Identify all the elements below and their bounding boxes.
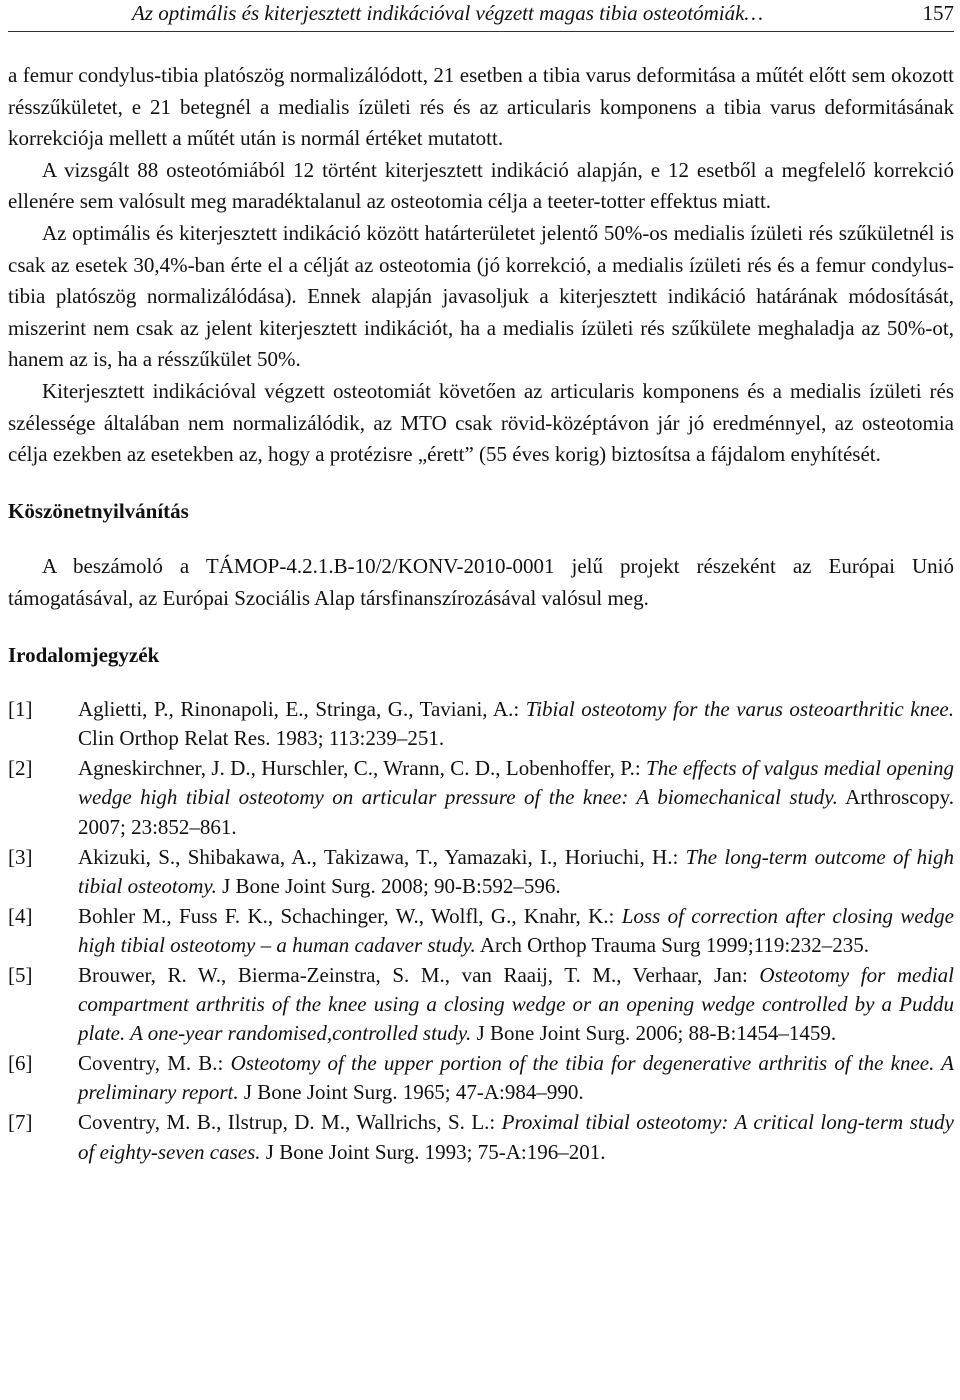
paragraph-borderline-indication: Az optimális és kiterjesztett indikáció között határterületet jelentő 50%-os medialis ízületi rés szűkületnél is csak az esetek 30,4%-ban érte el a célját az osteotomia (jó korrekció, a medialis ízületi rés és a femur condylus-tibia platószög normalizálódása). Ennek alapján javasoljuk a kiterjesztett indikáció határának módosítását, miszerint nem csak az jelent kiterjesztett indikációt, ha a medialis ízületi rés szűkülete meghaladja az 50%-ot, hanem az is, ha a résszűkület 50%. — [8, 220, 954, 372]
reference-title: Loss of correction after closing wedge high tibial osteotomy – a human cadaver study. — [78, 903, 954, 957]
reference-number: [7] — [8, 1110, 33, 1135]
reference-title: Tibial osteotomy for the varus osteoarthritic knee. — [525, 697, 954, 722]
reference-number: [5] — [8, 962, 33, 987]
reference-source: J Bone Joint Surg. 1993; 75-A:196–201. — [260, 1139, 606, 1164]
paragraph-extended-indication: A vizsgált 88 osteotómiából 12 történt kiterjesztett indikáció alapján, e 12 esetből a megfelelő korrekció ellenére sem valósult meg maradéktalanul az osteotomia célja a teeter-totter effektus miatt. — [8, 157, 954, 214]
paragraph-conclusion: Kiterjesztett indikációval végzett osteotomiát követően az articularis komponens és a medialis ízületi rés szélessége általában nem normalizálódik, az MTO csak rövid-középtávon jár jó eredménnyel, az osteotomia célja ezekben az esetekben az, hogy a protézisre „érett” (55 éves korig) biztosítsa a fájdalom enyhítését. — [8, 378, 954, 467]
reference-title: The long-term outcome of high tibial osteotomy. — [78, 844, 954, 898]
reference-item — [8, 754, 954, 842]
spacer — [8, 671, 954, 695]
reference-authors: Coventry, M. B.: — [78, 1051, 231, 1076]
spacer — [8, 471, 954, 496]
reference-source: Arthroscopy. 2007; 23:852–861. — [78, 785, 954, 839]
reference-number: [1] — [8, 697, 33, 722]
article-body — [8, 60, 954, 1167]
reference-text — [78, 1108, 954, 1167]
reference-title: The effects of valgus medial opening wedge high tibial osteotomy on articular pressure of the knee: A biomechanical study. — [78, 756, 954, 810]
reference-source: J Bone Joint Surg. 2006; 88-B:1454–1459. — [471, 1021, 837, 1046]
running-head — [132, 0, 954, 26]
reference-text — [78, 1049, 954, 1108]
reference-source: Clin Orthop Relat Res. 1983; 113:239–251. — [78, 726, 445, 751]
reference-number: [4] — [8, 903, 33, 928]
reference-item — [8, 1049, 954, 1108]
reference-authors: Aglietti, P., Rinonapoli, E., Stringa, G., Taviani, A.: — [78, 697, 526, 722]
reference-authors: Bohler M., Fuss F. K., Schachinger, W., Wolfl, G., Knahr, K.: — [78, 903, 622, 928]
reference-authors: Akizuki, S., Shibakawa, A., Takizawa, T., Yamazaki, I., Horiuchi, H.: — [78, 844, 686, 869]
reference-authors: Agneskirchner, J. D., Hurschler, C., Wrann, C. D., Lobenhoffer, P.: — [78, 756, 647, 781]
reference-authors: Coventry, M. B., Ilstrup, D. M., Wallrichs, S. L.: — [78, 1110, 502, 1135]
header-rule — [8, 31, 954, 32]
acknowledgement-heading: Köszönetnyilvánítás — [8, 498, 189, 523]
paragraph-continuation: a femur condylus-tibia platószög normalizálódott, 21 esetben a tibia varus deformitása a műtét előtt sem okozott résszűkületet, e 21 betegnél a medialis ízületi rés és az articularis komponens a tibia varus deformitásának korrekciója mellett a műtét után is normál értéket mutatott. — [8, 63, 954, 151]
reference-item — [8, 902, 954, 961]
reference-number: [2] — [8, 756, 33, 781]
reference-text — [78, 961, 954, 1049]
acknowledgement-text: A beszámoló a TÁMOP-4.2.1.B-10/2/KONV-2010-0001 jelű projekt részeként az Európai Unió támogatásával, az Európai Szociális Alap társfinanszírozásával valósul meg. — [8, 554, 954, 610]
reference-title: Osteotomy for medial compartment arthritis of the knee using a closing wedge or an opening wedge controlled by a Puddu plate. A one-year randomised,controlled study. — [78, 962, 955, 1046]
reference-item — [8, 843, 954, 902]
spacer — [8, 615, 954, 640]
reference-item — [8, 1108, 954, 1167]
reference-number: [3] — [8, 844, 33, 869]
reference-source: J Bone Joint Surg. 2008; 90-B:592–596. — [216, 873, 561, 898]
reference-title: Proximal tibial osteotomy: A critical long-term study of eighty-seven cases. — [78, 1110, 954, 1164]
page-number: 157 — [922, 1, 954, 25]
reference-title: Osteotomy of the upper portion of the tibia for degenerative arthritis of the knee. A preliminary report. — [78, 1051, 954, 1105]
reference-source: Arch Orthop Trauma Surg 1999;119:232–235. — [475, 932, 869, 957]
running-title: Az optimális és kiterjesztett indikációval végzett magas tibia osteotómiák… — [132, 1, 764, 25]
reference-source: J Bone Joint Surg. 1965; 47-A:984–990. — [238, 1080, 584, 1105]
reference-text — [78, 902, 954, 961]
spacer — [8, 527, 954, 551]
reference-text — [78, 695, 954, 754]
reference-item — [8, 961, 954, 1049]
reference-list — [8, 695, 954, 1167]
reference-number: [6] — [8, 1051, 33, 1076]
reference-authors: Brouwer, R. W., Bierma-Zeinstra, S. M., van Raaij, T. M., Verhaar, Jan: — [78, 962, 760, 987]
reference-text — [78, 754, 954, 842]
reference-text — [78, 843, 954, 902]
references-heading: Irodalomjegyzék — [8, 642, 160, 667]
reference-item — [8, 695, 954, 754]
